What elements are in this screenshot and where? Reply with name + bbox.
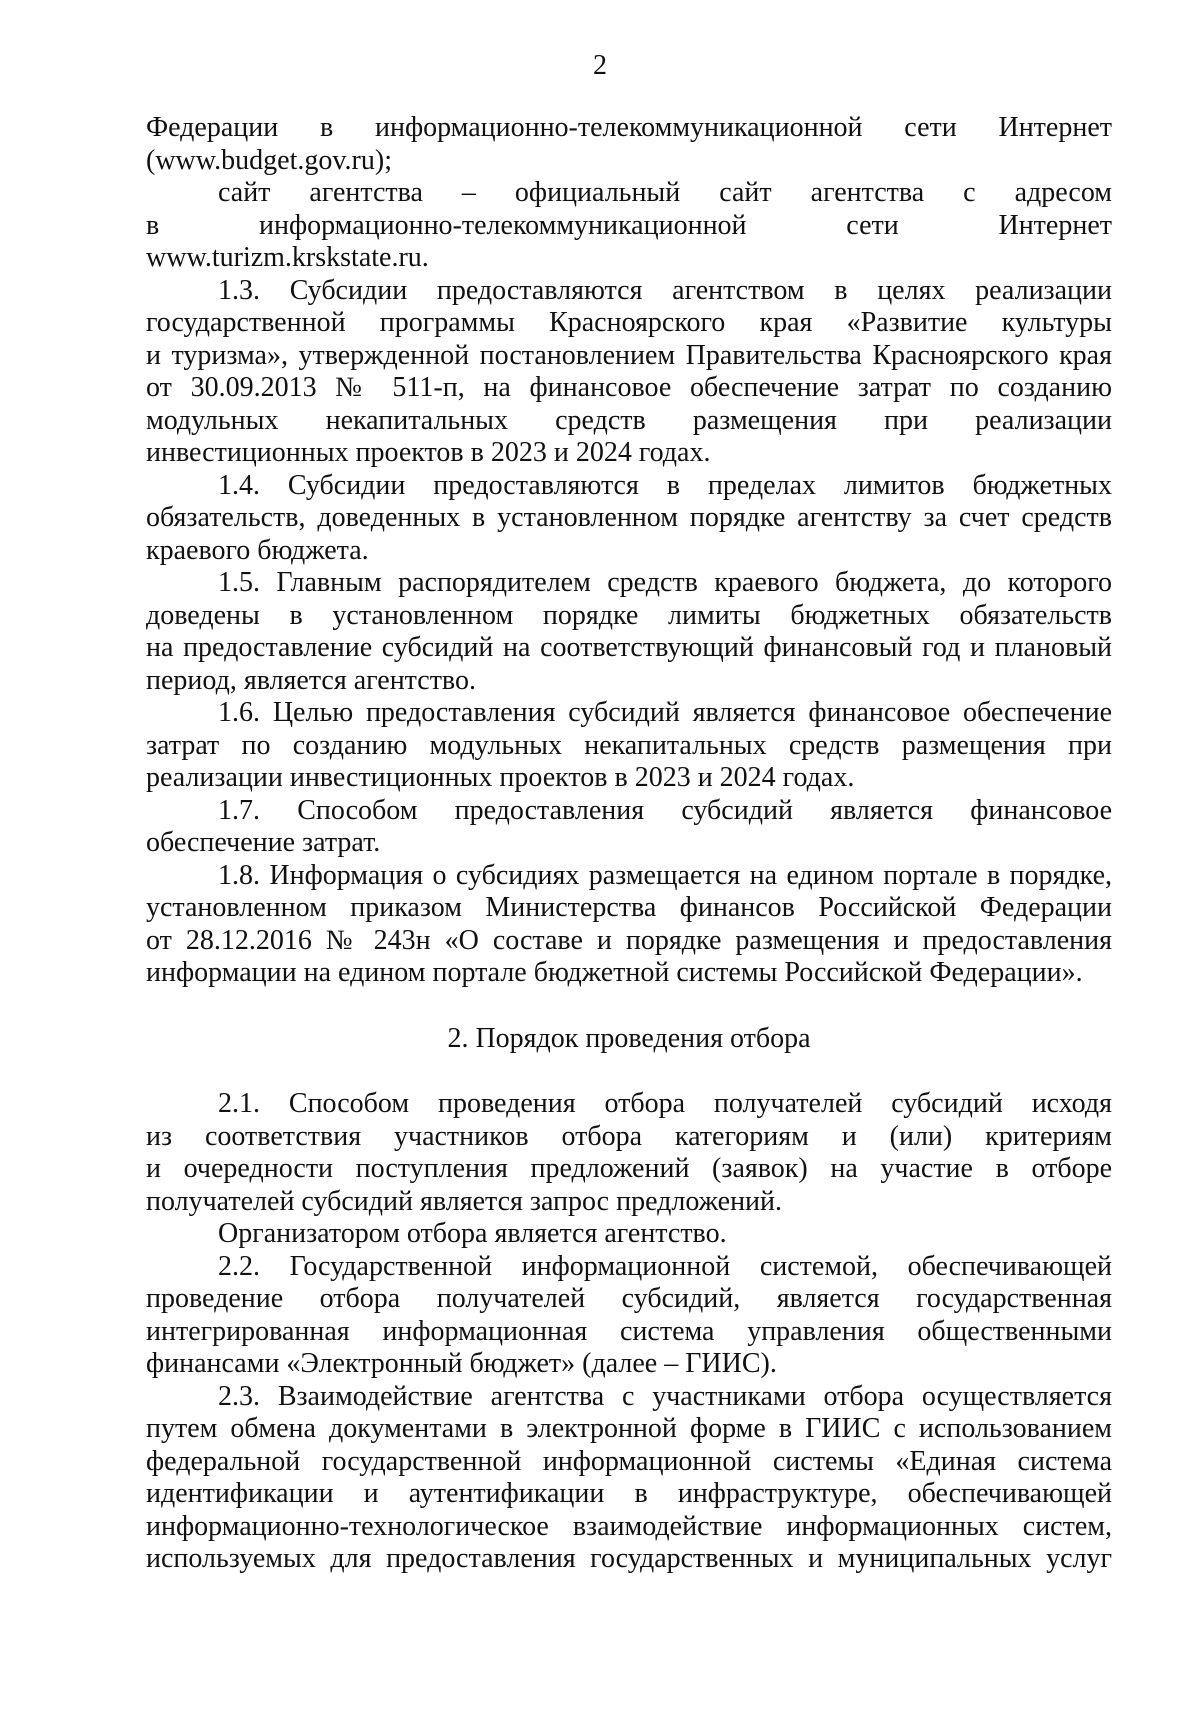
paragraph-line: федеральной государственной информационной системы «Единая система (146, 1445, 1112, 1477)
paragraph-line: идентификации и аутентификации в инфраструктуре, обеспечивающей (146, 1478, 1112, 1509)
spacer (146, 1055, 1112, 1088)
paragraph-line: используемых для предоставления государственных и муниципальных услуг (146, 1543, 1112, 1574)
document-body (146, 112, 1112, 1576)
section-1-continuation (146, 112, 1112, 990)
paragraph-line: проведение отбора получателей субсидий, является государственная (146, 1283, 1112, 1314)
paragraph-line: и туризма», утвержденной постановлением Правительства Красноярского края (146, 339, 1112, 371)
paragraph-line: в информационно-телекоммуникационной сети Интернет (146, 209, 1112, 241)
paragraph-line: (www.budget.gov.ru); (146, 144, 392, 176)
paragraph-line: 1.7. Способом предоставления субсидий является финансовое (218, 794, 1112, 826)
paragraph-line: обязательств, доведенных в установленном порядке агентству за счет средств (146, 502, 1112, 533)
paragraph-line: 2.2. Государственной информационной системой, обеспечивающей (218, 1250, 1112, 1282)
paragraph-line: Организатором отбора является агентство. (218, 1218, 727, 1249)
paragraph-line: получателей субсидий является запрос предложений. (146, 1185, 783, 1217)
paragraph-line: путем обмена документами в электронной форме в ГИИС с использованием (146, 1413, 1112, 1444)
paragraph-line: информационно-технологическое взаимодействие информационных систем, (146, 1510, 1112, 1542)
paragraph-line: период, является агентство. (146, 664, 476, 696)
paragraph-line: обеспечение затрат. (146, 827, 381, 858)
paragraph-line: реализации инвестиционных проектов в 2023 и 2024 годах. (146, 762, 855, 793)
paragraph-line: 2.3. Взаимодействие агентства с участниками отбора осуществляется (218, 1380, 1112, 1412)
paragraph-line: 1.8. Информация о субсидиях размещается на едином портале в порядке, (218, 859, 1112, 891)
paragraph-line: инвестиционных проектов в 2023 и 2024 годах. (146, 437, 711, 468)
paragraph-line: информации на едином портале бюджетной системы Российской Федерации». (146, 957, 1083, 988)
paragraph-line: государственной программы Красноярского края «Развитие культуры (146, 307, 1112, 338)
paragraph-line: интегрированная информационная система управления общественными (146, 1315, 1112, 1347)
paragraph-line: от 30.09.2013 № 511-п, на финансовое обеспечение затрат по созданию (146, 372, 1112, 403)
paragraph-line: установленном приказом Министерства финансов Российской Федерации (146, 892, 1112, 923)
paragraph-line: модульных некапитальных средств размещения при реализации (146, 404, 1112, 436)
paragraph-line: на предоставление субсидий на соответствующий финансовый год и плановый (146, 632, 1112, 663)
paragraph-line: 2.1. Способом проведения отбора получателей субсидий исходя (218, 1088, 1112, 1119)
paragraph-line: 1.6. Целью предоставления субсидий является финансовое обеспечение (218, 697, 1112, 728)
paragraph-line: затрат по созданию модульных некапитальных средств размещения при (146, 729, 1112, 761)
page-number: 2 (593, 50, 607, 81)
paragraph-line: от 28.12.2016 № 243н «О составе и порядке размещения и предоставления (146, 924, 1112, 956)
paragraph-line: Федерации в информационно-телекоммуникационной сети Интернет (146, 112, 1112, 143)
section-heading: 2. Порядок проведения отбора (447, 1022, 811, 1054)
paragraph-line: краевого бюджета. (146, 534, 369, 566)
paragraph-line: финансами «Электронный бюджет» (далее – ГИИС). (146, 1348, 777, 1379)
paragraph-line: и очередности поступления предложений (заявок) на участие в отборе (146, 1153, 1112, 1184)
spacer (146, 990, 1112, 1023)
section-2-body (146, 1088, 1112, 1576)
paragraph-line: 1.3. Субсидии предоставляются агентством в целях реализации (218, 274, 1112, 306)
paragraph-line: из соответствия участников отбора категориям и (или) критериям (146, 1120, 1112, 1152)
paragraph-line: 1.5. Главным распорядителем средств краевого бюджета, до которого (218, 567, 1112, 598)
paragraph-line: сайт агентства – официальный сайт агентства с адресом (218, 177, 1112, 208)
paragraph-line: www.turizm.krskstate.ru. (146, 242, 429, 273)
paragraph-line: 1.4. Субсидии предоставляются в пределах лимитов бюджетных (218, 469, 1112, 501)
paragraph-line: доведены в установленном порядке лимиты бюджетных обязательств (146, 599, 1112, 631)
